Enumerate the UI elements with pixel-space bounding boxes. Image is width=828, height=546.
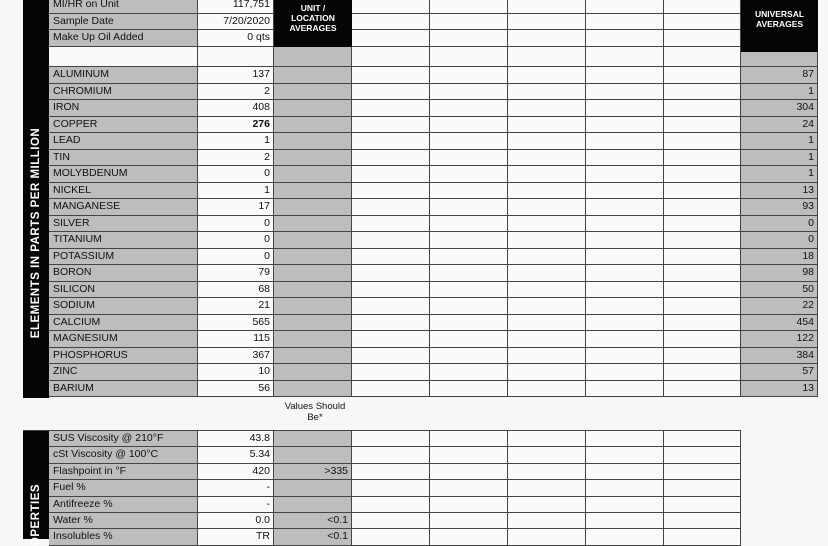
property-value: TR <box>198 529 274 546</box>
top-left-band <box>23 0 49 67</box>
property-cell <box>508 447 586 464</box>
element-cell <box>664 100 741 117</box>
element-cell <box>352 67 430 84</box>
top-row-cell <box>430 0 508 14</box>
property-cell <box>586 497 664 513</box>
element-universal-average: 13 <box>741 183 818 199</box>
element-cell <box>508 282 586 298</box>
element-value: 0 <box>198 249 274 265</box>
property-should-be <box>274 497 352 513</box>
element-label: TIN <box>49 150 198 166</box>
element-cell <box>508 381 586 397</box>
property-label: Fuel % <box>49 480 198 497</box>
element-cell <box>274 282 352 298</box>
top-row-cell <box>352 0 430 14</box>
element-label: MANGANESE <box>49 199 198 216</box>
element-value: 276 <box>198 117 274 133</box>
element-cell <box>508 183 586 199</box>
property-label: SUS Viscosity @ 210°F <box>49 431 198 447</box>
unit-avg-spacer <box>274 47 352 67</box>
top-row-cell <box>664 0 741 14</box>
property-cell <box>352 464 430 480</box>
element-cell <box>664 315 741 331</box>
element-label: IRON <box>49 100 198 117</box>
property-cell <box>430 431 508 447</box>
property-should-be <box>274 431 352 447</box>
property-cell <box>430 464 508 480</box>
element-universal-average: 304 <box>741 100 818 117</box>
property-cell <box>352 513 430 529</box>
property-label: Antifreeze % <box>49 497 198 513</box>
element-cell <box>430 331 508 348</box>
element-cell <box>508 133 586 150</box>
element-value: 2 <box>198 150 274 166</box>
element-value: 0 <box>198 216 274 232</box>
element-cell <box>586 232 664 249</box>
element-cell <box>586 150 664 166</box>
property-label: Insolubles % <box>49 529 198 546</box>
element-cell <box>586 67 664 84</box>
property-cell <box>352 447 430 464</box>
element-cell <box>352 166 430 183</box>
element-cell <box>508 117 586 133</box>
element-cell <box>664 282 741 298</box>
element-cell <box>664 232 741 249</box>
elements-sidebar <box>23 67 49 398</box>
element-cell <box>664 298 741 315</box>
element-cell <box>430 249 508 265</box>
top-row-cell <box>664 14 741 30</box>
element-cell <box>430 298 508 315</box>
element-cell <box>586 331 664 348</box>
element-cell <box>352 364 430 381</box>
element-universal-average: 1 <box>741 150 818 166</box>
element-value: 2 <box>198 84 274 100</box>
property-should-be <box>274 480 352 497</box>
element-cell <box>430 282 508 298</box>
element-cell <box>352 249 430 265</box>
unit-location-averages-header: UNIT / LOCATION AVERAGES <box>274 0 352 47</box>
element-cell <box>508 331 586 348</box>
element-cell <box>508 232 586 249</box>
top-row-cell <box>586 0 664 14</box>
element-cell <box>664 166 741 183</box>
element-universal-average: 87 <box>741 67 818 84</box>
element-label: MOLYBDENUM <box>49 166 198 183</box>
element-cell <box>586 100 664 117</box>
element-cell <box>274 166 352 183</box>
element-cell <box>664 364 741 381</box>
element-cell <box>430 364 508 381</box>
property-cell <box>586 431 664 447</box>
element-value: 56 <box>198 381 274 397</box>
element-cell <box>664 331 741 348</box>
element-cell <box>508 100 586 117</box>
element-label: SILICON <box>49 282 198 298</box>
element-label: CALCIUM <box>49 315 198 331</box>
property-cell <box>586 529 664 546</box>
property-cell <box>352 497 430 513</box>
element-cell <box>430 348 508 364</box>
element-cell <box>352 133 430 150</box>
element-cell <box>352 117 430 133</box>
element-cell <box>352 100 430 117</box>
element-cell <box>508 199 586 216</box>
property-should-be <box>274 447 352 464</box>
properties-sidebar <box>23 431 49 546</box>
element-cell <box>274 364 352 381</box>
element-cell <box>352 150 430 166</box>
property-cell <box>664 431 741 447</box>
element-cell <box>274 100 352 117</box>
element-cell <box>664 216 741 232</box>
property-cell <box>430 447 508 464</box>
property-cell <box>664 480 741 497</box>
spacer-cell <box>49 47 198 67</box>
element-value: 79 <box>198 265 274 282</box>
element-cell <box>586 133 664 150</box>
property-cell <box>664 513 741 529</box>
element-value: 21 <box>198 298 274 315</box>
element-universal-average: 22 <box>741 298 818 315</box>
element-cell <box>430 315 508 331</box>
property-cell <box>508 497 586 513</box>
element-cell <box>274 117 352 133</box>
element-cell <box>352 216 430 232</box>
element-label: TITANIUM <box>49 232 198 249</box>
element-cell <box>430 100 508 117</box>
property-cell <box>352 529 430 546</box>
element-cell <box>274 67 352 84</box>
property-cell <box>430 497 508 513</box>
top-row-cell <box>586 30 664 47</box>
property-should-be: >335 <box>274 464 352 480</box>
element-label: PHOSPHORUS <box>49 348 198 364</box>
element-value: 1 <box>198 133 274 150</box>
element-cell <box>274 298 352 315</box>
element-cell <box>430 150 508 166</box>
element-cell <box>274 216 352 232</box>
element-cell <box>430 232 508 249</box>
property-cell <box>586 480 664 497</box>
top-row-cell <box>508 0 586 14</box>
element-universal-average: 18 <box>741 249 818 265</box>
element-cell <box>586 364 664 381</box>
top-row-label: Sample Date <box>49 14 198 30</box>
top-row-value: 0 qts <box>198 30 274 47</box>
property-cell <box>508 431 586 447</box>
element-cell <box>352 331 430 348</box>
element-cell <box>664 348 741 364</box>
element-cell <box>430 84 508 100</box>
property-cell <box>664 529 741 546</box>
element-label: BARIUM <box>49 381 198 397</box>
property-cell <box>586 513 664 529</box>
element-cell <box>586 249 664 265</box>
element-value: 137 <box>198 67 274 84</box>
element-cell <box>664 117 741 133</box>
element-cell <box>508 315 586 331</box>
spacer-cell <box>664 47 741 67</box>
top-row-cell <box>430 30 508 47</box>
element-value: 565 <box>198 315 274 331</box>
element-cell <box>586 183 664 199</box>
element-value: 1 <box>198 183 274 199</box>
element-cell <box>430 117 508 133</box>
element-cell <box>352 315 430 331</box>
element-value: 0 <box>198 166 274 183</box>
property-cell <box>508 529 586 546</box>
property-cell <box>508 513 586 529</box>
element-universal-average: 98 <box>741 265 818 282</box>
element-cell <box>586 84 664 100</box>
property-value: 43.8 <box>198 431 274 447</box>
element-universal-average: 13 <box>741 381 818 397</box>
spacer-cell <box>586 47 664 67</box>
element-label: SODIUM <box>49 298 198 315</box>
elements-sidebar-label: ELEMENTS IN PARTS PER MILLION <box>30 127 42 338</box>
element-label: COPPER <box>49 117 198 133</box>
element-universal-average: 50 <box>741 282 818 298</box>
property-value: 0.0 <box>198 513 274 529</box>
element-value: 0 <box>198 232 274 249</box>
element-cell <box>664 265 741 282</box>
element-cell <box>508 67 586 84</box>
values-should-be-note: Values Should Be* <box>284 401 346 423</box>
top-row-cell <box>430 14 508 30</box>
element-universal-average: 454 <box>741 315 818 331</box>
property-cell <box>664 447 741 464</box>
element-cell <box>586 282 664 298</box>
element-universal-average: 0 <box>741 216 818 232</box>
element-cell <box>508 216 586 232</box>
element-cell <box>664 183 741 199</box>
property-cell <box>430 529 508 546</box>
element-value: 408 <box>198 100 274 117</box>
element-cell <box>430 183 508 199</box>
element-label: ALUMINUM <box>49 67 198 84</box>
element-universal-average: 1 <box>741 133 818 150</box>
element-cell <box>586 381 664 397</box>
property-cell <box>586 447 664 464</box>
element-universal-average: 1 <box>741 84 818 100</box>
element-cell <box>274 232 352 249</box>
element-cell <box>586 117 664 133</box>
element-cell <box>352 265 430 282</box>
property-should-be: <0.1 <box>274 529 352 546</box>
properties-sidebar-label: OPERTIES <box>30 484 42 546</box>
element-cell <box>508 348 586 364</box>
spacer-cell <box>508 47 586 67</box>
property-cell <box>508 480 586 497</box>
element-cell <box>664 249 741 265</box>
top-row-cell <box>352 14 430 30</box>
element-label: LEAD <box>49 133 198 150</box>
element-cell <box>508 249 586 265</box>
element-universal-average: 0 <box>741 232 818 249</box>
top-row-value: 117,751 <box>198 0 274 14</box>
element-cell <box>586 348 664 364</box>
property-should-be: <0.1 <box>274 513 352 529</box>
property-value: 420 <box>198 464 274 480</box>
element-universal-average: 122 <box>741 331 818 348</box>
element-label: POTASSIUM <box>49 249 198 265</box>
element-value: 115 <box>198 331 274 348</box>
element-universal-average: 1 <box>741 166 818 183</box>
element-cell <box>430 265 508 282</box>
top-row-cell <box>352 30 430 47</box>
property-cell <box>352 480 430 497</box>
element-cell <box>508 298 586 315</box>
element-cell <box>274 331 352 348</box>
top-row-cell <box>664 30 741 47</box>
element-cell <box>274 150 352 166</box>
element-universal-average: 93 <box>741 199 818 216</box>
element-cell <box>508 265 586 282</box>
element-universal-average: 57 <box>741 364 818 381</box>
top-row-label: MI/HR on Unit <box>49 0 198 14</box>
element-cell <box>430 67 508 84</box>
top-row-cell <box>508 30 586 47</box>
spacer-cell <box>430 47 508 67</box>
element-cell <box>352 348 430 364</box>
element-cell <box>508 166 586 183</box>
element-cell <box>508 84 586 100</box>
property-value: - <box>198 497 274 513</box>
element-cell <box>274 315 352 331</box>
element-cell <box>274 133 352 150</box>
property-label: Water % <box>49 513 198 529</box>
element-cell <box>352 232 430 249</box>
property-value: - <box>198 480 274 497</box>
element-cell <box>352 298 430 315</box>
element-cell <box>274 84 352 100</box>
element-cell <box>586 315 664 331</box>
spacer-cell <box>352 47 430 67</box>
element-cell <box>352 183 430 199</box>
property-cell <box>586 464 664 480</box>
property-value: 5.34 <box>198 447 274 464</box>
top-row-label: Make Up Oil Added <box>49 30 198 47</box>
element-cell <box>352 199 430 216</box>
element-cell <box>352 84 430 100</box>
element-cell <box>352 381 430 397</box>
element-cell <box>664 150 741 166</box>
element-label: SILVER <box>49 216 198 232</box>
element-value: 17 <box>198 199 274 216</box>
element-cell <box>664 67 741 84</box>
element-label: ZINC <box>49 364 198 381</box>
element-cell <box>664 199 741 216</box>
element-value: 367 <box>198 348 274 364</box>
element-value: 10 <box>198 364 274 381</box>
element-label: BORON <box>49 265 198 282</box>
element-universal-average: 384 <box>741 348 818 364</box>
element-cell <box>274 348 352 364</box>
element-cell <box>274 199 352 216</box>
property-cell <box>430 480 508 497</box>
element-cell <box>586 216 664 232</box>
properties-top-border <box>23 430 741 431</box>
element-cell <box>430 133 508 150</box>
element-cell <box>508 150 586 166</box>
element-cell <box>508 364 586 381</box>
top-row-cell <box>586 14 664 30</box>
top-row-value: 7/20/2020 <box>198 14 274 30</box>
top-row-cell <box>508 14 586 30</box>
universal-averages-header: UNIVERSAL AVERAGES <box>741 0 818 52</box>
property-cell <box>352 431 430 447</box>
element-universal-average: 24 <box>741 117 818 133</box>
element-cell <box>430 199 508 216</box>
element-cell <box>352 282 430 298</box>
property-label: cSt Viscosity @ 100°C <box>49 447 198 464</box>
element-cell <box>274 381 352 397</box>
element-cell <box>274 249 352 265</box>
property-cell <box>508 464 586 480</box>
element-cell <box>274 183 352 199</box>
element-cell <box>430 216 508 232</box>
element-cell <box>586 166 664 183</box>
element-cell <box>430 381 508 397</box>
element-label: CHROMIUM <box>49 84 198 100</box>
element-cell <box>586 298 664 315</box>
element-cell <box>664 381 741 397</box>
element-cell <box>274 265 352 282</box>
spacer-cell <box>198 47 274 67</box>
element-cell <box>664 133 741 150</box>
property-cell <box>430 513 508 529</box>
element-cell <box>586 199 664 216</box>
element-cell <box>586 265 664 282</box>
property-cell <box>664 497 741 513</box>
property-label: Flashpoint in °F <box>49 464 198 480</box>
element-label: NICKEL <box>49 183 198 199</box>
property-cell <box>664 464 741 480</box>
universal-avg-spacer <box>741 52 818 67</box>
element-value: 68 <box>198 282 274 298</box>
element-cell <box>664 84 741 100</box>
element-label: MAGNESIUM <box>49 331 198 348</box>
element-cell <box>430 166 508 183</box>
